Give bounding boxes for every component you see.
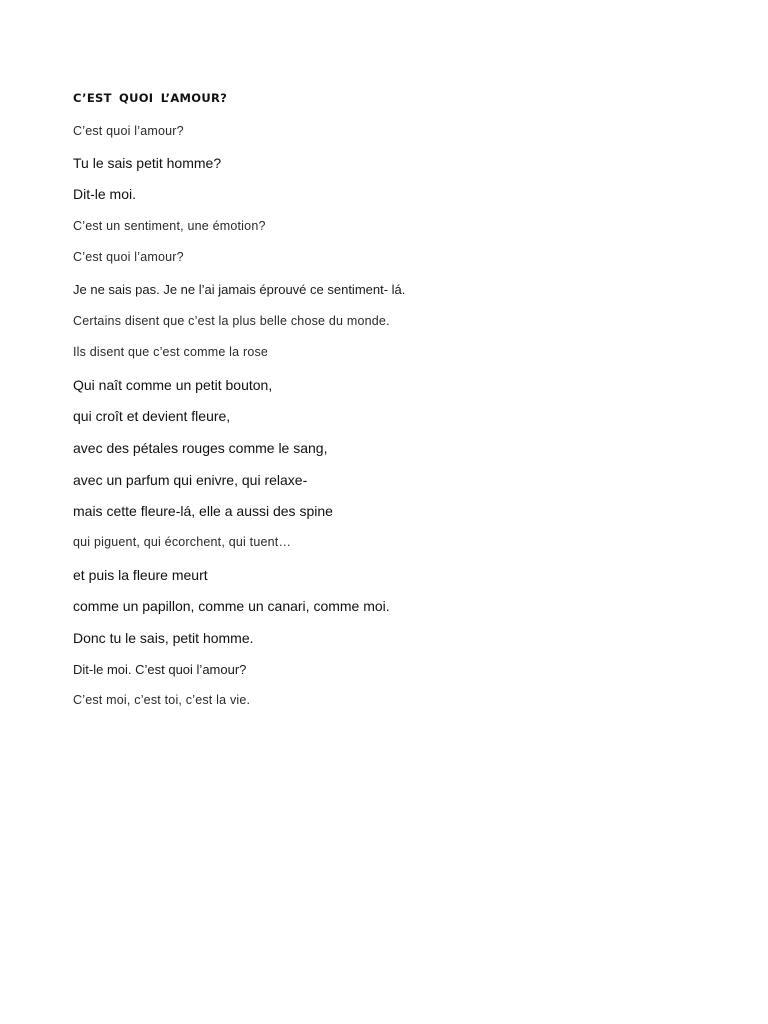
poem-line: avec un parfum qui enivre, qui relaxe- xyxy=(73,472,308,488)
poem-line: C’est un sentiment, une émotion? xyxy=(73,219,266,233)
poem-line: Qui naît comme un petit bouton, xyxy=(73,377,273,393)
poem-line: Dit-le moi. xyxy=(73,186,137,202)
poem-line: Donc tu le sais, petit homme. xyxy=(73,630,254,646)
poem-line: Dit-le moi. C’est quoi l’amour? xyxy=(73,662,247,677)
poem-line: et puis la fleure meurt xyxy=(73,567,208,583)
poem-title: C’EST QUOI L’AMOUR? xyxy=(73,91,228,105)
poem-line: Ils disent que c’est comme la rose xyxy=(73,345,269,359)
poem-line: C’est quoi l’amour? xyxy=(73,124,184,138)
poem-body xyxy=(73,0,733,1024)
poem-line: mais cette fleure-lá, elle a aussi des spine xyxy=(73,503,333,519)
poem-line: comme un papillon, comme un canari, comme moi. xyxy=(73,598,390,614)
poem-line: C’est quoi l’amour? xyxy=(73,250,184,264)
poem-line: avec des pétales rouges comme le sang, xyxy=(73,440,328,456)
poem-line: Tu le sais petit homme? xyxy=(73,155,222,171)
poem-line: Certains disent que c’est la plus belle chose du monde. xyxy=(73,314,390,328)
poem-line: qui piguent, qui écorchent, qui tuent… xyxy=(73,535,292,549)
poem-line: Je ne sais pas. Je ne l’ai jamais éprouvé ce sentiment- lá. xyxy=(73,282,406,297)
poem-line: C’est moi, c’est toi, c’est la vie. xyxy=(73,693,251,707)
poem-line: qui croît et devient fleure, xyxy=(73,408,231,424)
